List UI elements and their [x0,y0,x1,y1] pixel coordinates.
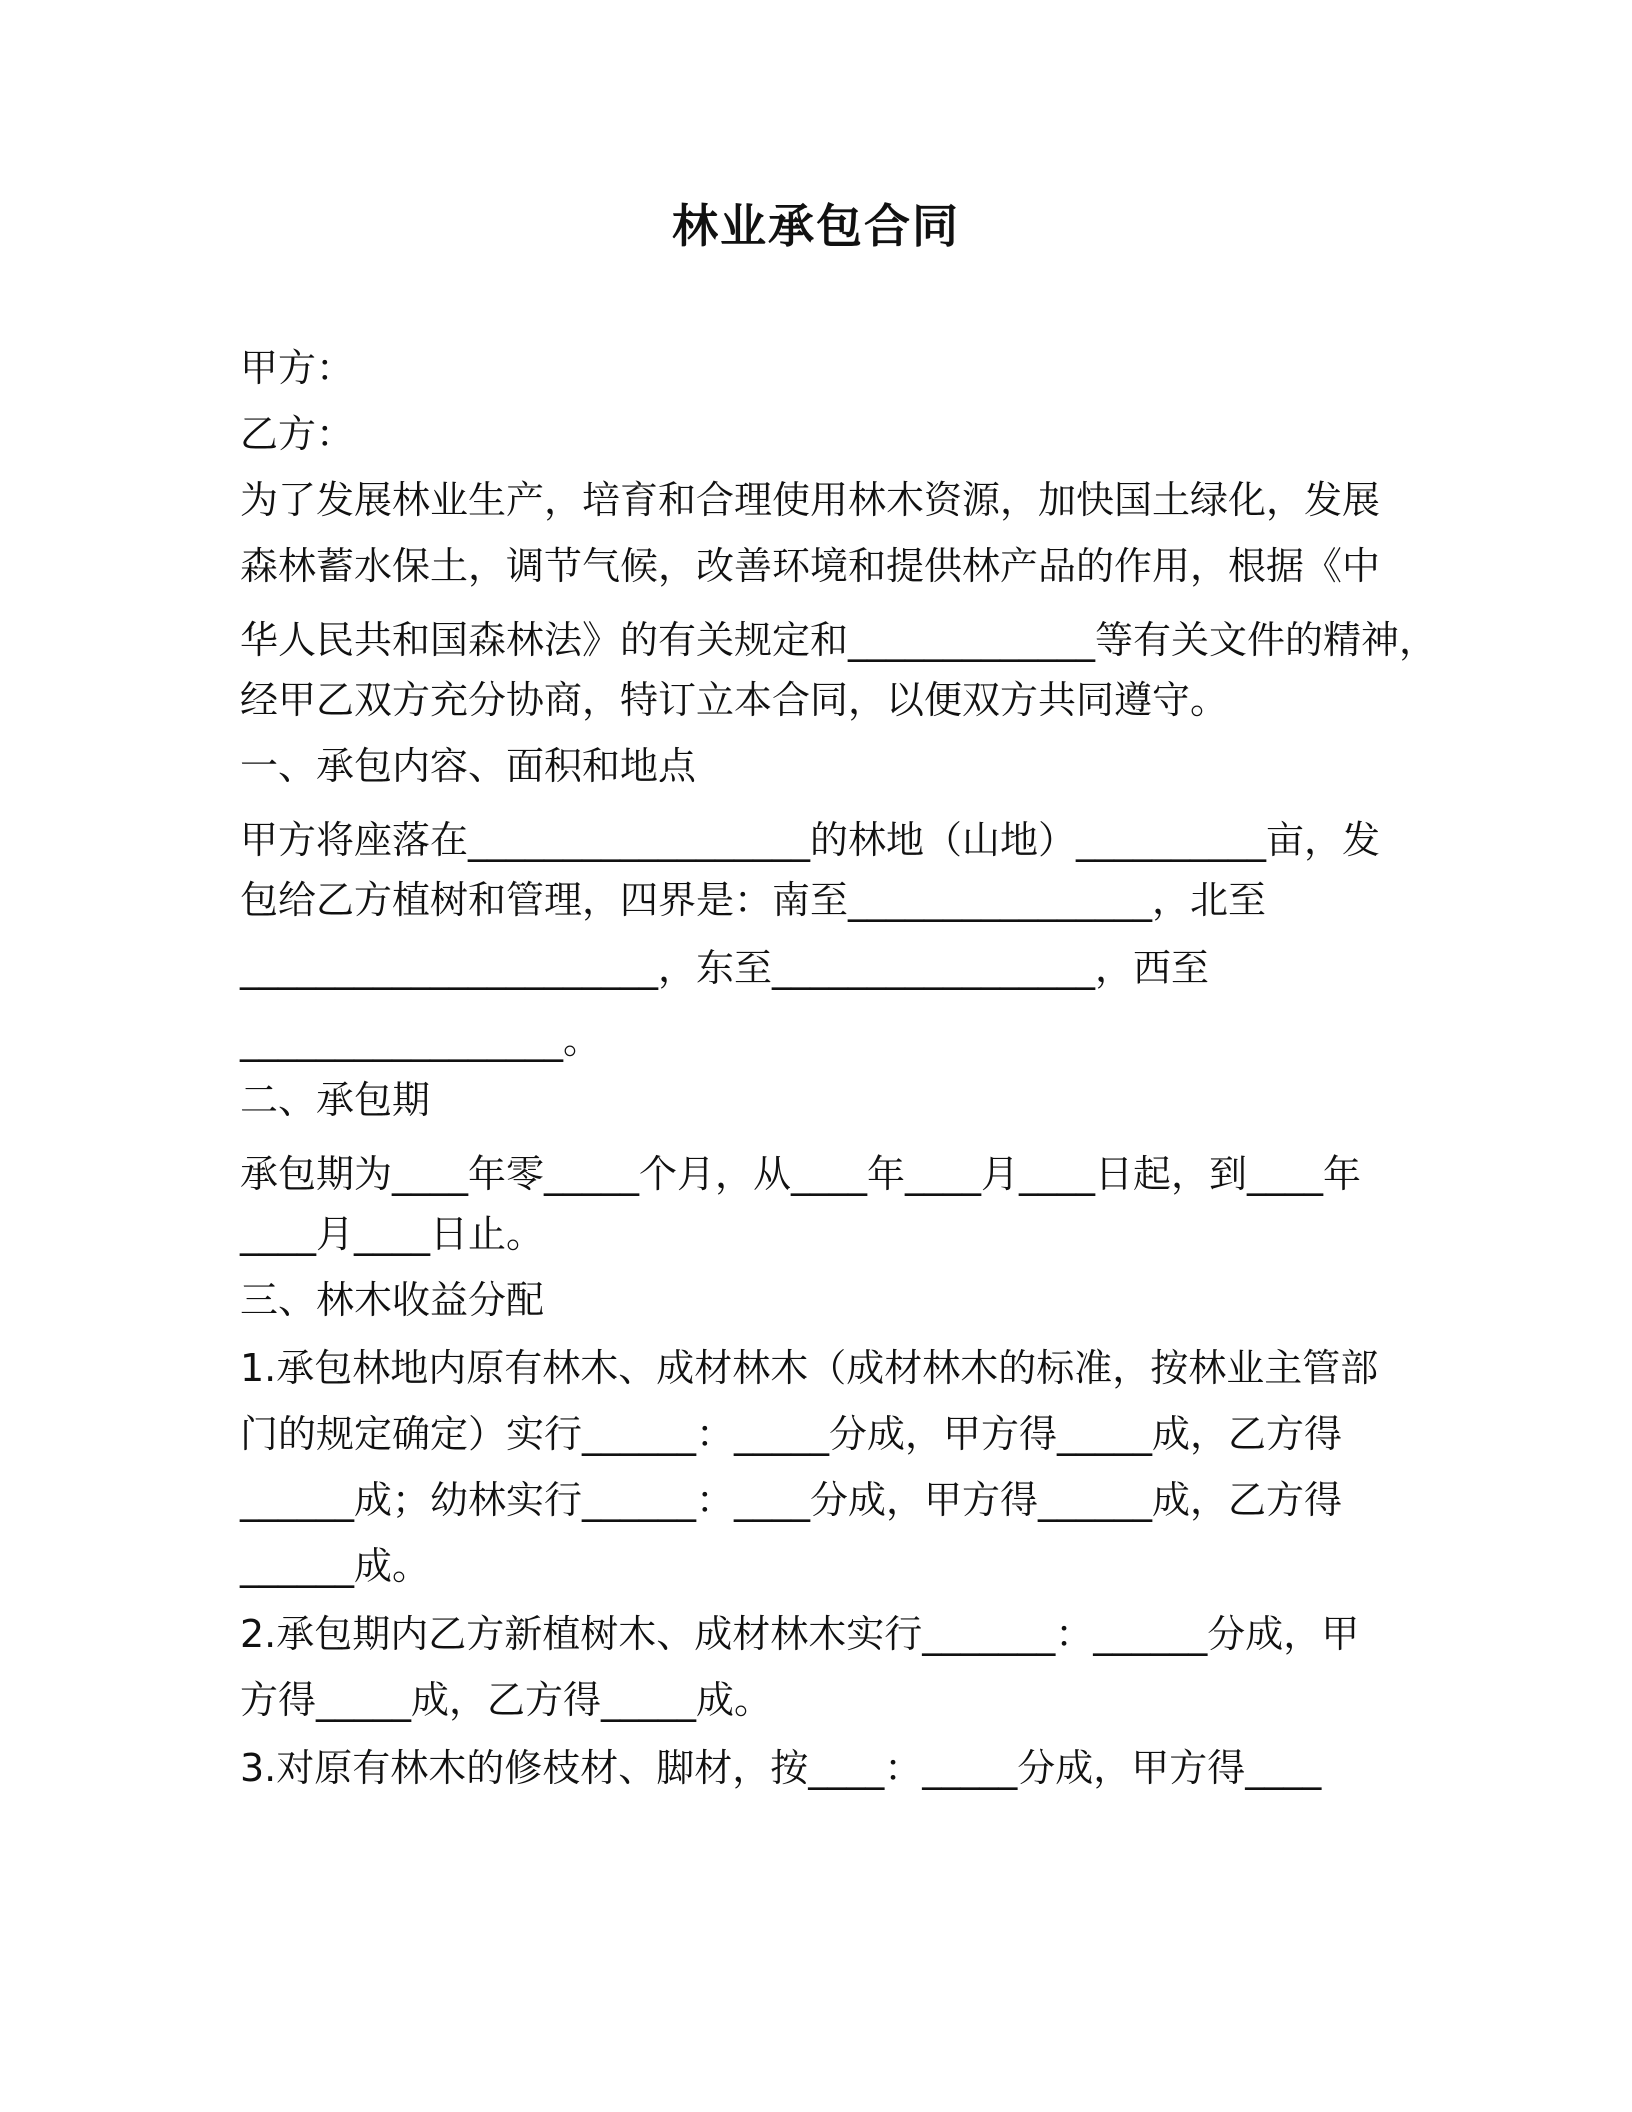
clause-1-line-4: ______成。 [240,1544,431,1588]
section-1-line-1: 甲方将座落在__________________的林地（山地）__________亩，发 [240,818,1381,862]
preamble-line-3: 华人民共和国森林法》的有关规定和_____________等有关文件的精神， [240,618,1438,662]
party-b-label: 乙方： [240,412,355,456]
section-1-line-4: _________________。 [240,1018,602,1062]
preamble-line-4: 经甲乙双方充分协商，特订立本合同，以便双方共同遵守。 [240,678,1229,722]
party-a-label: 甲方： [240,346,355,390]
clause-1-line-1: 1.承包林地内原有林木、成材林木（成材林木的标准，按林业主管部 [240,1346,1379,1390]
section-1-line-3: ______________________，东至_________________，西至 [240,946,1210,990]
clause-2-line-2: 方得_____成，乙方得_____成。 [240,1678,773,1722]
clause-1-line-2: 门的规定确定）实行______：_____分成，甲方得_____成，乙方得 [240,1412,1343,1456]
section-3-heading: 三、林木收益分配 [240,1278,545,1322]
section-2-line-1: 承包期为____年零_____个月，从____年____月____日起，到____年 [240,1152,1362,1196]
clause-1-line-3: ______成；幼林实行______：____分成，甲方得______成，乙方得 [240,1478,1343,1522]
preamble-line-1: 为了发展林业生产，培育和合理使用林木资源，加快国土绿化，发展 [240,478,1381,522]
clause-3-line-1: 3.对原有林木的修枝材、脚材，按____：_____分成，甲方得____ [240,1746,1322,1790]
document-title: 林业承包合同 [672,199,960,253]
section-1-heading: 一、承包内容、面积和地点 [240,744,697,788]
clause-2-line-1: 2.承包期内乙方新植树木、成材林木实行_______：______分成，甲 [240,1612,1360,1656]
section-2-line-2: ____月____日止。 [240,1212,545,1256]
section-1-line-2: 包给乙方植树和管理，四界是：南至________________，北至 [240,878,1267,922]
preamble-line-2: 森林蓄水保土，调节气候，改善环境和提供林产品的作用，根据《中 [240,544,1381,588]
section-2-heading: 二、承包期 [240,1078,431,1122]
